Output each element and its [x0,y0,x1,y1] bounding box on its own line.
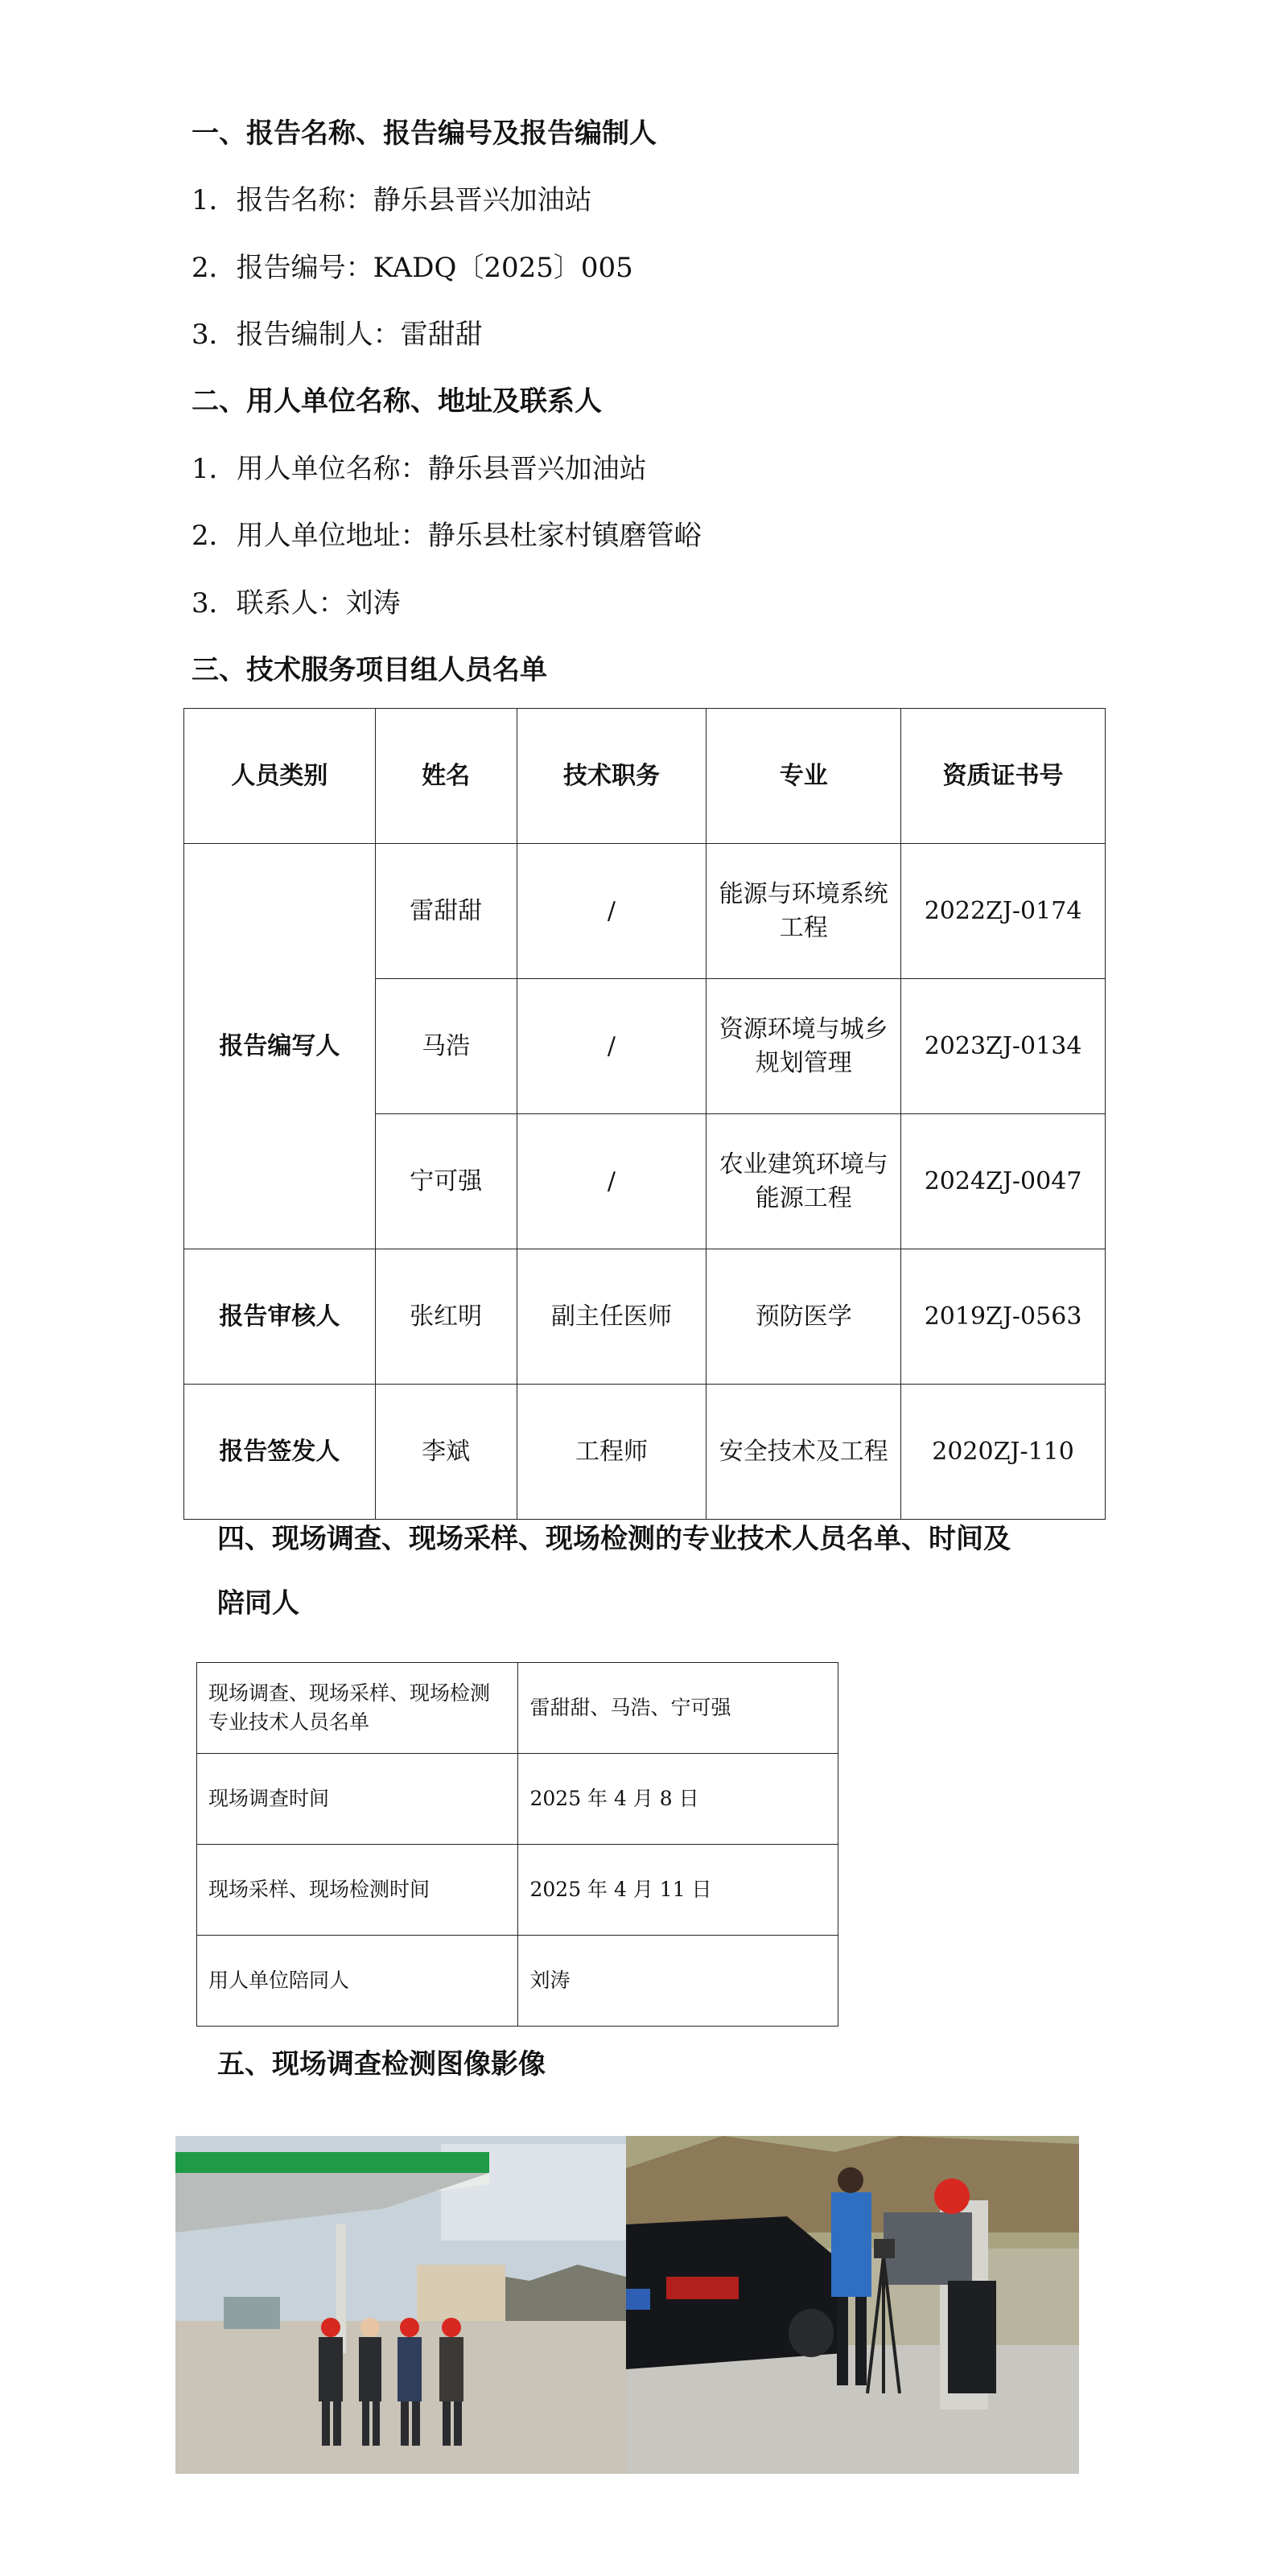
header-category: 人员类别 [184,709,376,844]
section5-heading: 五、现场调查检测图像影像 [217,2048,546,2080]
section3-heading: 三、技术服务项目组人员名单 [192,654,547,686]
cell-title: / [517,1114,706,1249]
table-row [197,1936,838,2027]
report-number: 2．报告编号：KADQ〔2025〕005 [192,252,633,284]
cell-label: 现场调查、现场采样、现场检测专业技术人员名单 [197,1663,518,1754]
cell-major: 资源环境与城乡规划管理 [706,979,901,1114]
table-row [197,1663,838,1754]
cell-major: 预防医学 [706,1249,901,1385]
category-reviewer: 报告审核人 [184,1249,376,1385]
cell-cert: 2019ZJ-0563 [901,1249,1106,1385]
site-info-table [196,1662,838,2027]
cell-major: 安全技术及工程 [706,1385,901,1520]
section1-heading: 一、报告名称、报告编号及报告编制人 [192,117,657,150]
cell-name: 宁可强 [375,1114,517,1249]
section4-heading-cont: 陪同人 [217,1587,299,1619]
report-author: 3．报告编制人：雷甜甜 [192,319,483,351]
cell-cert: 2023ZJ-0134 [901,979,1106,1114]
cell-major: 农业建筑环境与能源工程 [706,1114,901,1249]
table-header-row [184,709,1106,844]
cell-cert: 2022ZJ-0174 [901,844,1106,979]
header-cert: 资质证书号 [901,709,1106,844]
cell-value: 刘涛 [518,1936,838,2027]
employer-address: 2．用人单位地址：静乐县杜家村镇磨管峪 [192,520,702,552]
cell-title: / [517,979,706,1114]
cell-value: 2025 年 4 月 11 日 [518,1845,838,1936]
section2-heading: 二、用人单位名称、地址及联系人 [192,385,602,418]
category-writers: 报告编写人 [184,844,376,1249]
category-issuer: 报告签发人 [184,1385,376,1520]
employer-name: 1．用人单位名称：静乐县晋兴加油站 [192,453,647,485]
cell-label: 现场调查时间 [197,1754,518,1845]
cell-label: 用人单位陪同人 [197,1936,518,2027]
header-name: 姓名 [375,709,517,844]
cell-value: 雷甜甜、马浩、宁可强 [518,1663,838,1754]
cell-name: 雷甜甜 [375,844,517,979]
cell-title: / [517,844,706,979]
header-title: 技术职务 [517,709,706,844]
cell-title: 工程师 [517,1385,706,1520]
table-row [184,1385,1106,1520]
table-row [197,1845,838,1936]
report-name: 1．报告名称：静乐县晋兴加油站 [192,184,592,216]
cell-value: 2025 年 4 月 8 日 [518,1754,838,1845]
cell-name: 张红明 [375,1249,517,1385]
table-row [197,1754,838,1845]
cell-label: 现场采样、现场检测时间 [197,1845,518,1936]
cell-cert: 2020ZJ-110 [901,1385,1106,1520]
table-row [184,1249,1106,1385]
site-photo-measurement [626,2136,1079,2474]
section4-heading: 四、现场调查、现场采样、现场检测的专业技术人员名单、时间及 [217,1523,1011,1555]
cell-name: 马浩 [375,979,517,1114]
cell-title: 副主任医师 [517,1249,706,1385]
contact-person: 3．联系人：刘涛 [192,587,401,619]
cell-major: 能源与环境系统工程 [706,844,901,979]
table-row [184,844,1106,979]
site-photo-station [175,2136,626,2474]
header-major: 专业 [706,709,901,844]
staff-table [183,708,1106,1520]
cell-name: 李斌 [375,1385,517,1520]
cell-cert: 2024ZJ-0047 [901,1114,1106,1249]
